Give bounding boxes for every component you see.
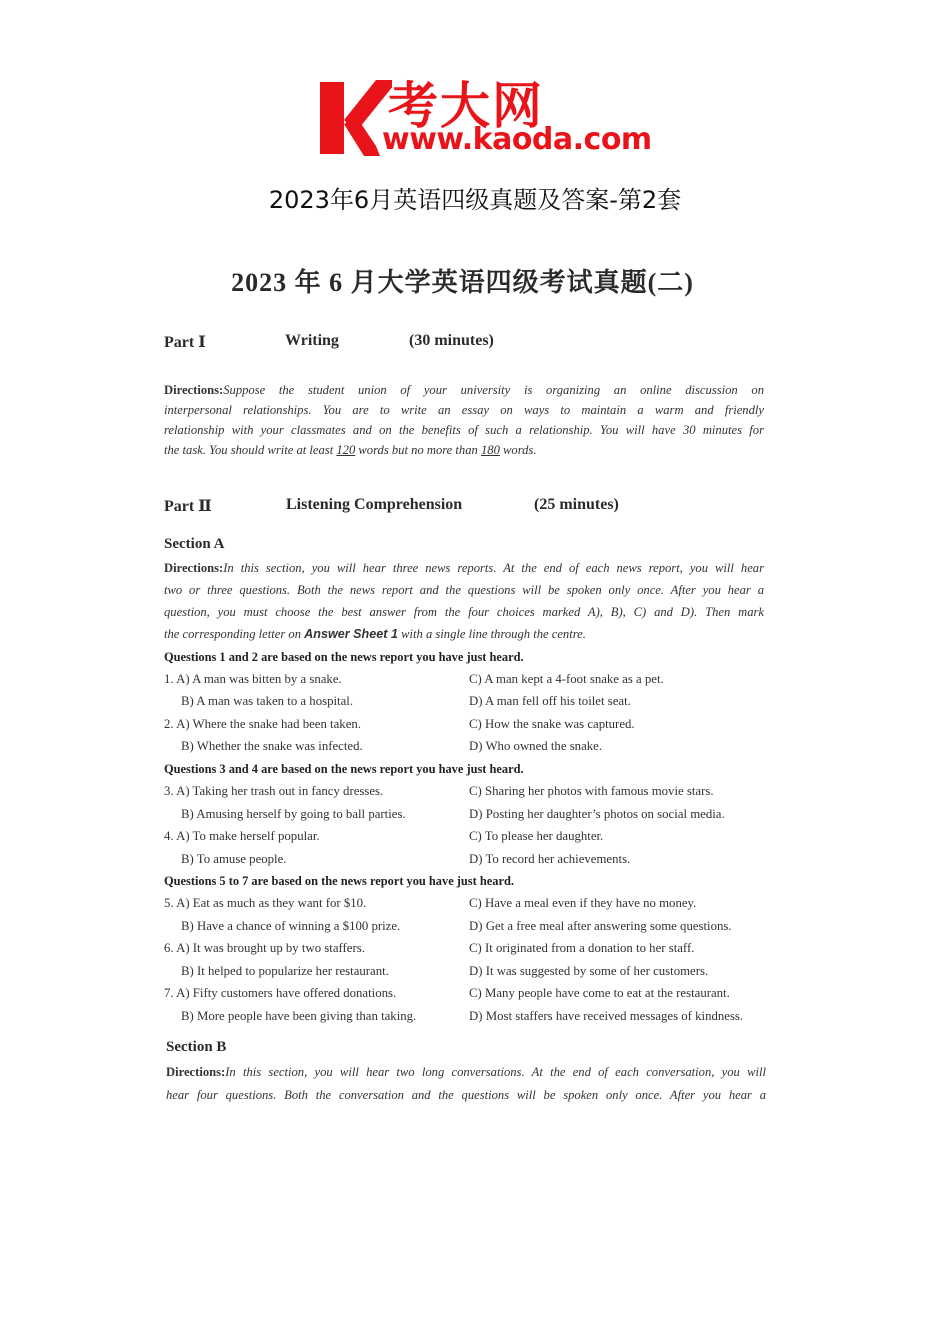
q2-option-a: 2. A) Where the snake had been taken. xyxy=(164,717,361,731)
q1-option-d: D) A man fell off his toilet seat. xyxy=(469,694,631,708)
q4-option-b: B) To amuse people. xyxy=(181,852,287,866)
max-words: 180 xyxy=(480,443,500,457)
min-words: 120 xyxy=(336,443,356,457)
part1-time: (30 minutes) xyxy=(409,332,494,349)
answer-sheet-ref: Answer Sheet 1 xyxy=(304,627,398,641)
directions-line-4b: words but no more than xyxy=(355,443,481,457)
section-a-directions xyxy=(164,557,764,645)
part1-directions xyxy=(164,380,764,460)
part2-name: Listening Comprehension xyxy=(286,496,463,513)
logo-chinese-text: 考大网 xyxy=(388,77,544,135)
logo-url-text: www.kaoda.com xyxy=(382,122,652,157)
question-group-1-2: Questions 1 and 2 are based on the news report you have just heard. xyxy=(164,650,524,664)
q3-option-a: 3. A) Taking her trash out in fancy dresses. xyxy=(164,784,384,798)
q3-option-d: D) Posting her daughter’s photos on social media. xyxy=(469,807,725,821)
q2-option-b: B) Whether the snake was infected. xyxy=(181,739,363,753)
directions-line-4a: the task. You should write at least xyxy=(164,443,337,457)
q6-option-d: D) It was suggested by some of her customers. xyxy=(469,964,709,978)
section-a-line-4a: the corresponding letter on xyxy=(164,627,305,641)
q4-option-d: D) To record her achievements. xyxy=(469,852,631,866)
section-a-line-3: question, you must choose the best answer from the four choices marked A), B), C) and D). Then mark xyxy=(164,605,764,619)
section-b-title: Section B xyxy=(166,1039,227,1055)
section-a-title: Section A xyxy=(164,536,225,552)
section-b-line-1: In this section, you will hear two long conversations. At the end of each conversation, you will xyxy=(225,1065,766,1079)
q2-option-d: D) Who owned the snake. xyxy=(469,739,603,753)
k-logo-mark-icon xyxy=(318,76,392,156)
section-a-line-1: In this section, you will hear three news reports. At the end of each news report, you will hear xyxy=(223,561,764,575)
q7-option-b: B) More people have been giving than taking. xyxy=(181,1009,417,1023)
document-title: 2023年6月英语四级真题及答案-第2套 xyxy=(268,186,682,214)
q1-option-b: B) A man was taken to a hospital. xyxy=(181,694,354,708)
q5-option-c: C) Have a meal even if they have no money. xyxy=(469,896,697,910)
part2-label: Part Ⅱ xyxy=(164,498,212,515)
q1-option-c: C) A man kept a 4-foot snake as a pet. xyxy=(469,672,664,686)
question-group-5-7: Questions 5 to 7 are based on the news report you have just heard. xyxy=(164,874,514,888)
q7-option-a: 7. A) Fifty customers have offered donations. xyxy=(164,986,397,1000)
directions-lead: Directions: xyxy=(164,383,224,397)
part1-name: Writing xyxy=(285,332,339,349)
exam-title: 2023 年 6 月大学英语四级考试真题(二) xyxy=(231,268,694,297)
section-a-directions-lead: Directions: xyxy=(164,561,224,575)
directions-line-4c: words. xyxy=(499,443,537,457)
q1-option-a: 1. A) A man was bitten by a snake. xyxy=(164,672,342,686)
q6-option-a: 6. A) It was brought up by two staffers. xyxy=(164,941,365,955)
section-b-line-2: hear four questions. Both the conversation and the questions will be spoken only once. After you hear a xyxy=(166,1088,766,1102)
part2-header xyxy=(164,496,644,518)
part2-time: (25 minutes) xyxy=(534,496,619,513)
section-b-directions xyxy=(166,1061,766,1107)
q5-option-b: B) Have a chance of winning a $100 prize. xyxy=(181,919,401,933)
part1-label: Part Ⅰ xyxy=(164,334,206,351)
directions-line-1: Suppose the student union of your university is organizing an online discussion on xyxy=(223,383,764,397)
q5-option-a: 5. A) Eat as much as they want for $10. xyxy=(164,896,367,910)
part1-header xyxy=(164,332,564,354)
q5-option-d: D) Get a free meal after answering some questions. xyxy=(469,919,732,933)
question-group-3-4: Questions 3 and 4 are based on the news report you have just heard. xyxy=(164,762,524,776)
section-a-line-2: two or three questions. Both the news report and the questions will be spoken only once. After you hear a xyxy=(164,583,764,597)
kaoda-logo xyxy=(318,72,652,160)
q3-option-c: C) Sharing her photos with famous movie stars. xyxy=(469,784,714,798)
directions-line-3: relationship with your classmates and on the benefits of such a relationship. You will have 30 minutes for xyxy=(164,423,764,437)
section-b-directions-lead: Directions: xyxy=(166,1065,226,1079)
q2-option-c: C) How the snake was captured. xyxy=(469,717,635,731)
q7-option-d: D) Most staffers have received messages of kindness. xyxy=(469,1009,744,1023)
q7-option-c: C) Many people have come to eat at the restaurant. xyxy=(469,986,730,1000)
q6-option-b: B) It helped to popularize her restaurant. xyxy=(181,964,389,978)
q4-option-c: C) To please her daughter. xyxy=(469,829,604,843)
q4-option-a: 4. A) To make herself popular. xyxy=(164,829,320,843)
section-a-line-4b: with a single line through the centre. xyxy=(397,627,586,641)
q3-option-b: B) Amusing herself by going to ball parties. xyxy=(181,807,406,821)
directions-line-2: interpersonal relationships. You are to write an essay on ways to maintain a warm and friendly xyxy=(164,403,764,417)
q6-option-c: C) It originated from a donation to her staff. xyxy=(469,941,695,955)
